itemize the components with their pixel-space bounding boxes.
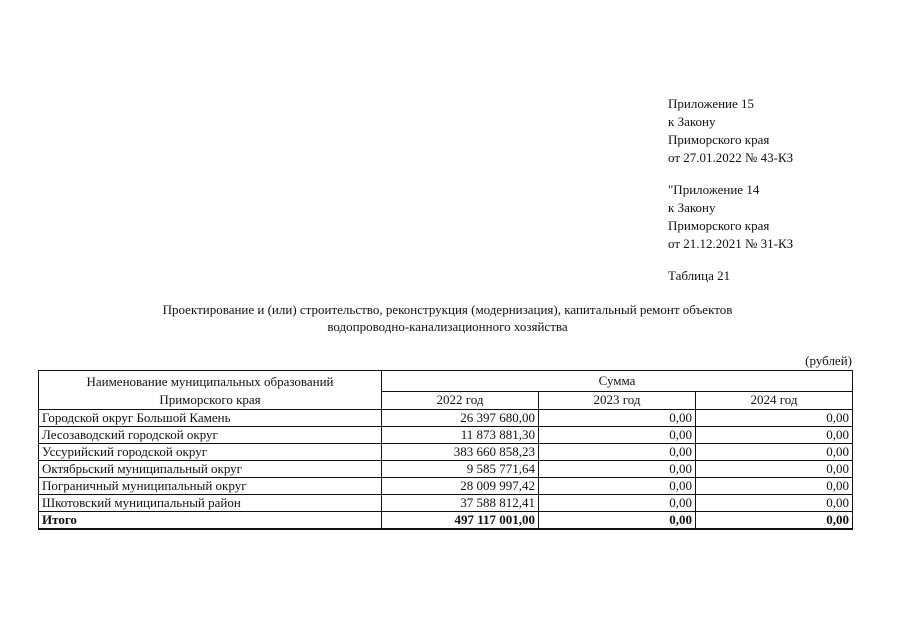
row-2022: 11 873 881,30 [382, 427, 539, 444]
row-2024: 0,00 [696, 427, 853, 444]
row-2024: 0,00 [696, 478, 853, 495]
row-name: Городской округ Большой Камень [39, 410, 382, 427]
budget-table [38, 370, 853, 530]
row-2022: 26 397 680,00 [382, 410, 539, 427]
row-name: Октябрьский муниципальный округ [39, 461, 382, 478]
table-number: Таблица 21 [668, 268, 731, 283]
row-2024: 0,00 [696, 410, 853, 427]
annex-line: к Закону [668, 114, 716, 129]
name-header-text: Наименование муниципальных образований Приморского края [86, 374, 334, 407]
annex-line: Приморского края [668, 132, 770, 147]
row-2023: 0,00 [539, 444, 696, 461]
annex-line: к Закону [668, 200, 716, 215]
row-2024: 0,00 [696, 444, 853, 461]
row-2023: 0,00 [539, 478, 696, 495]
annex-line: от 21.12.2021 № 31-КЗ [668, 236, 794, 251]
table-row [39, 495, 853, 512]
row-name: Пограничный муниципальный округ [39, 478, 382, 495]
table-row [39, 444, 853, 461]
annex-header-current [668, 95, 793, 167]
total-2023: 0,00 [539, 512, 696, 530]
row-2022: 28 009 997,42 [382, 478, 539, 495]
sum-column-header: Сумма [382, 371, 853, 392]
annex-line: "Приложение 14 [668, 182, 760, 197]
title-line: водопроводно-канализационного хозяйства [327, 319, 568, 334]
table-row [39, 478, 853, 495]
row-name: Шкотовский муниципальный район [39, 495, 382, 512]
table-row [39, 410, 853, 427]
annex-line: от 27.01.2022 № 43-КЗ [668, 150, 794, 165]
annex-header-previous [668, 181, 793, 253]
total-row [39, 512, 853, 530]
annex-line: Приморского края [668, 218, 770, 233]
units-label: (рублей) [805, 353, 852, 368]
row-2022: 37 588 812,41 [382, 495, 539, 512]
name-column-header [39, 371, 382, 410]
year-header-2022: 2022 год [382, 391, 539, 409]
total-label: Итого [39, 512, 382, 530]
table-row [39, 427, 853, 444]
row-name: Лесозаводский городской округ [39, 427, 382, 444]
table-row [39, 461, 853, 478]
annex-line: Приложение 15 [668, 96, 755, 111]
row-2024: 0,00 [696, 461, 853, 478]
row-2024: 0,00 [696, 495, 853, 512]
row-2023: 0,00 [539, 410, 696, 427]
row-2023: 0,00 [539, 427, 696, 444]
row-2023: 0,00 [539, 495, 696, 512]
row-2022: 9 585 771,64 [382, 461, 539, 478]
document-title [40, 301, 855, 335]
year-header-2024: 2024 год [696, 391, 853, 409]
row-name: Уссурийский городской округ [39, 444, 382, 461]
total-2022: 497 117 001,00 [382, 512, 539, 530]
year-header-2023: 2023 год [539, 391, 696, 409]
row-2023: 0,00 [539, 461, 696, 478]
total-2024: 0,00 [696, 512, 853, 530]
title-line: Проектирование и (или) строительство, реконструкция (модернизация), капитальный ремонт объектов [162, 302, 733, 317]
row-2022: 383 660 858,23 [382, 444, 539, 461]
